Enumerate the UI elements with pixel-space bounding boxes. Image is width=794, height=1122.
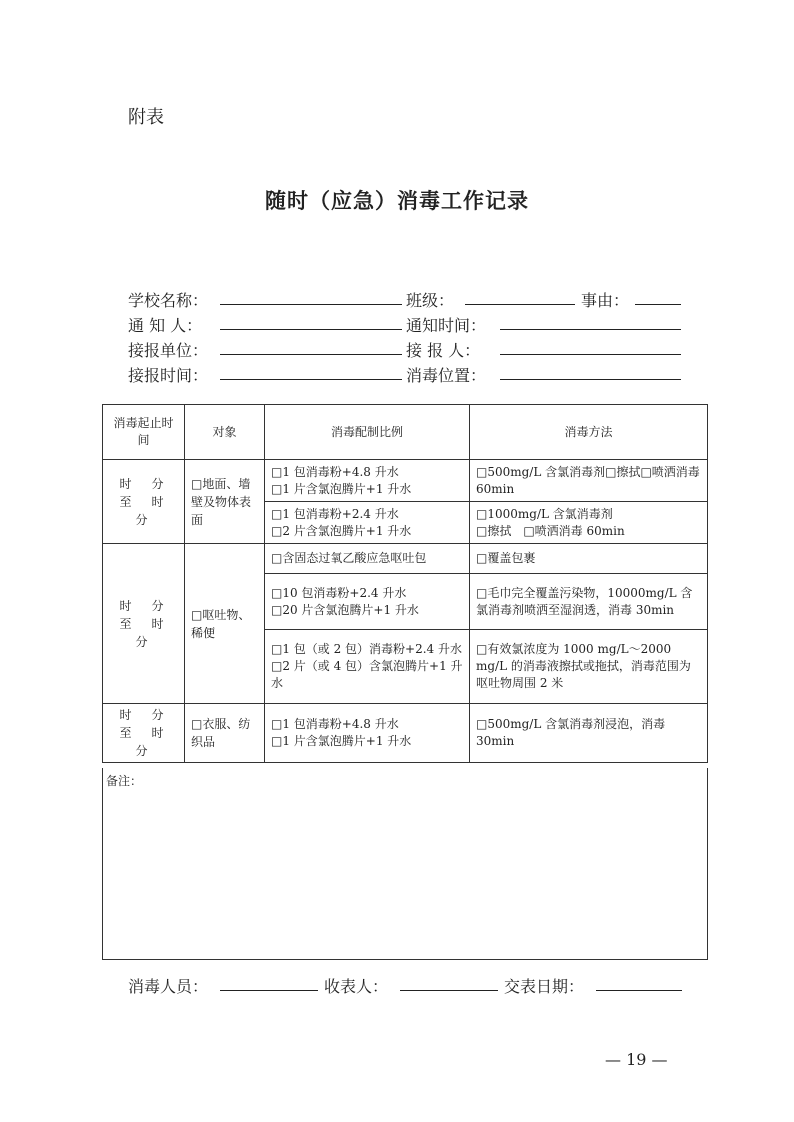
signature-row bbox=[128, 974, 688, 996]
object-cell[interactable]: □地面、墙壁及物体表面 bbox=[185, 460, 265, 544]
disinfector-field[interactable] bbox=[220, 974, 318, 991]
method-cell[interactable]: □覆盖包裹 bbox=[470, 544, 708, 574]
form-row-4 bbox=[128, 363, 688, 385]
notify-time-label: 通知时间： bbox=[406, 316, 487, 335]
receiver-unit-label: 接报单位： bbox=[128, 341, 209, 360]
object-cell[interactable]: □衣服、纺织品 bbox=[185, 704, 265, 763]
page-title: 随时（应急）消毒工作记录 bbox=[265, 188, 529, 213]
remark-label: 备注： bbox=[106, 774, 143, 788]
method-cell[interactable]: □毛巾完全覆盖污染物，10000mg/L 含氯消毒剂喷洒至湿润透，消毒 30min bbox=[470, 574, 708, 630]
reason-field[interactable] bbox=[635, 288, 681, 305]
collector-label: 收表人： bbox=[324, 977, 389, 996]
notifier-field[interactable] bbox=[220, 313, 402, 330]
school-field[interactable] bbox=[220, 288, 402, 305]
school-label: 学校名称： bbox=[128, 291, 209, 310]
header-method: 消毒方法 bbox=[470, 405, 708, 460]
disinfection-record-table bbox=[102, 404, 708, 763]
receiver-label: 接 报 人： bbox=[406, 341, 481, 360]
disinfector-label: 消毒人员： bbox=[128, 977, 209, 996]
method-cell[interactable]: □1000mg/L 含氯消毒剂 □擦拭 □喷洒消毒 60min bbox=[470, 502, 708, 544]
location-field[interactable] bbox=[500, 363, 681, 380]
receive-time-field[interactable] bbox=[220, 363, 402, 380]
ratio-cell[interactable]: □10 包消毒粉+2.4 升水 □20 片含氯泡腾片+1 升水 bbox=[265, 574, 470, 630]
method-cell[interactable]: □500mg/L 含氯消毒剂浸泡，消毒 30min bbox=[470, 704, 708, 763]
ratio-cell[interactable]: □1 包消毒粉+2.4 升水 □2 片含氯泡腾片+1 升水 bbox=[265, 502, 470, 544]
table-row bbox=[103, 460, 708, 502]
receive-time-label: 接报时间： bbox=[128, 366, 209, 385]
location-label: 消毒位置： bbox=[406, 366, 487, 385]
ratio-cell[interactable]: □1 包消毒粉+4.8 升水 □1 片含氯泡腾片+1 升水 bbox=[265, 460, 470, 502]
method-cell[interactable]: □有效氯浓度为 1000 mg/L～2000 mg/L 的消毒液擦拭或拖拭，消毒范围为呕吐物周围 2 米 bbox=[470, 630, 708, 704]
ratio-cell[interactable]: □1 包消毒粉+4.8 升水 □1 片含氯泡腾片+1 升水 bbox=[265, 704, 470, 763]
notify-time-field[interactable] bbox=[500, 313, 681, 330]
submit-date-field[interactable] bbox=[596, 974, 682, 991]
table-row bbox=[103, 544, 708, 574]
time-cell[interactable]: 时 分 至 时 分 bbox=[103, 544, 185, 704]
object-cell[interactable]: □呕吐物、稀便 bbox=[185, 544, 265, 704]
ratio-cell[interactable]: □含固态过氧乙酸应急呕吐包 bbox=[265, 544, 470, 574]
class-label: 班级： bbox=[406, 291, 455, 310]
reason-label: 事由： bbox=[581, 291, 630, 310]
method-cell[interactable]: □500mg/L 含氯消毒剂□擦拭□喷洒消毒 60min bbox=[470, 460, 708, 502]
form-row-1 bbox=[128, 288, 688, 310]
header-time: 消毒起止时间 bbox=[103, 405, 185, 460]
submit-date-label: 交表日期： bbox=[504, 977, 585, 996]
header-ratio: 消毒配制比例 bbox=[265, 405, 470, 460]
table-row bbox=[103, 704, 708, 763]
time-cell[interactable]: 时 分 至 时 分 bbox=[103, 704, 185, 763]
remark-box[interactable] bbox=[102, 768, 708, 960]
class-field[interactable] bbox=[465, 288, 575, 305]
header-object: 对象 bbox=[185, 405, 265, 460]
attachment-label: 附表 bbox=[128, 107, 164, 128]
ratio-cell[interactable]: □1 包（或 2 包）消毒粉+2.4 升水 □2 片（或 4 包）含氯泡腾片+1 升水 bbox=[265, 630, 470, 704]
table-header-row bbox=[103, 405, 708, 460]
collector-field[interactable] bbox=[400, 974, 498, 991]
notifier-label: 通 知 人： bbox=[128, 316, 203, 335]
receiver-field[interactable] bbox=[500, 338, 681, 355]
receiver-unit-field[interactable] bbox=[220, 338, 402, 355]
time-cell[interactable]: 时 分 至 时 分 bbox=[103, 460, 185, 544]
form-row-2 bbox=[128, 313, 688, 335]
form-row-3 bbox=[128, 338, 688, 360]
page-number: — 19 — bbox=[605, 1050, 668, 1069]
